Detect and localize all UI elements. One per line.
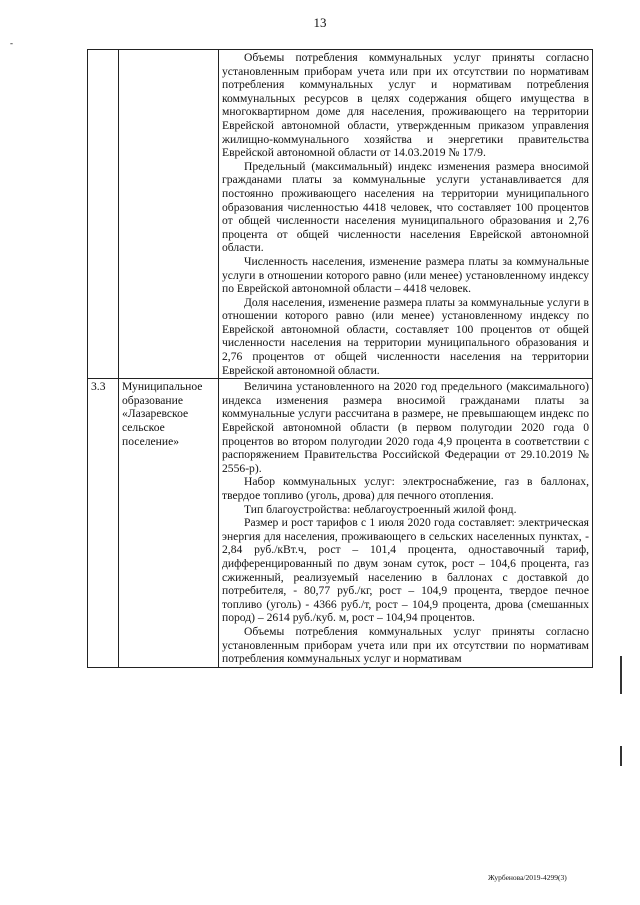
document-footer: Журбенова/2019-4299(3) <box>488 873 567 882</box>
table-row <box>88 50 593 379</box>
description-cell <box>219 50 593 379</box>
margin-mark: - <box>10 38 13 48</box>
paragraph: Размер и рост тарифов с 1 июля 2020 года составляет: электрическая энергия для населения, проживающего в сельских населенных пунктах, - 2,84 руб./кВт.ч, рост – 101,4 процента, одноставочный тариф, дифференцированный по двум зонам суток, рост – 104,6 процента, газ сжиженный, реализуемый населению в баллонах с доставкой до потребителя, - 80,77 руб./кг, рост – 104,9 процента, твердое печное топливо (уголь) - 4366 руб./т, рост – 104,9 процента, дрова (смешанных пород) – 2614 руб./куб. м, рост – 104,94 процентов. <box>222 516 589 625</box>
municipality-cell <box>119 50 219 379</box>
scan-edge-mark <box>620 656 622 694</box>
paragraph: Тип благоустройства: неблагоустроенный жилой фонд. <box>244 502 517 516</box>
document-table <box>87 49 593 668</box>
paragraph: Величина установленного на 2020 год предельного (максимального) индекса изменения размера вносимой гражданами платы за коммунальные услуги рассчитана в размере, не превышающем индекс по Еврейской автономной области (в первом полугодии 2020 года 0 процентов во втором полугодии 2020 года 4,9 процента в соответствии с распоряжением Правительства Российской Федерации от 29.10.2019 № 2556-р). <box>222 380 589 475</box>
paragraph: Объемы потребления коммунальных услуг приняты согласно установленным приборам учета или при их отсутствии по нормативам потребления коммунальных услуг и нормативам потребления коммунальных ресурсов в целях содержания общего имущества в многоквартирном доме для населения, проживающего на территории Еврейской автономной области, утвержденным приказом управления жилищно-коммунального хозяйства и энергетики правительства Еврейской автономной области от 14.03.2019 № 17/9. <box>222 51 589 160</box>
paragraph: Объемы потребления коммунальных услуг приняты согласно установленным приборам учета или при их отсутствии по нормативам потребления коммунальных услуг и нормативам <box>222 624 589 666</box>
paragraph: Предельный (максимальный) индекс изменения размера вносимой гражданами платы за коммунальные услуги устанавливается для постоянно проживающего населения на территории муниципального образования численностью 4418 человек, что составляет 100 процентов от общей численности населения муниципального образования и 2,76 процента от общей численности населения Еврейской автономной области. <box>222 159 589 255</box>
row-number-cell: 3.3 <box>88 379 119 667</box>
table-row <box>88 379 593 667</box>
paragraph: Набор коммунальных услуг: электроснабжение, газ в баллонах, твердое топливо (уголь, дрова) для печного отопления. <box>222 475 589 502</box>
paragraph: Численность населения, изменение размера платы за коммунальные услуги в отношении которого равно (или менее) установленному индексу по Еврейской автономной области – 4418 человек. <box>222 254 589 296</box>
page-number: 13 <box>313 15 327 30</box>
row-number-cell <box>88 50 119 379</box>
municipality-cell: Муниципальное образование «Лазаревское сельское поселение» <box>119 379 219 667</box>
paragraph: Доля населения, изменение размера платы за коммунальные услуги в отношении которого равно (или менее) установленному индексу по Еврейской автономной области, составляет 100 процентов от общей численности населения на территории муниципального образования и 2,76 процентов от общей численности населения на территории Еврейской автономной области. <box>222 295 589 377</box>
description-cell <box>219 379 593 667</box>
scan-edge-mark <box>620 746 622 766</box>
